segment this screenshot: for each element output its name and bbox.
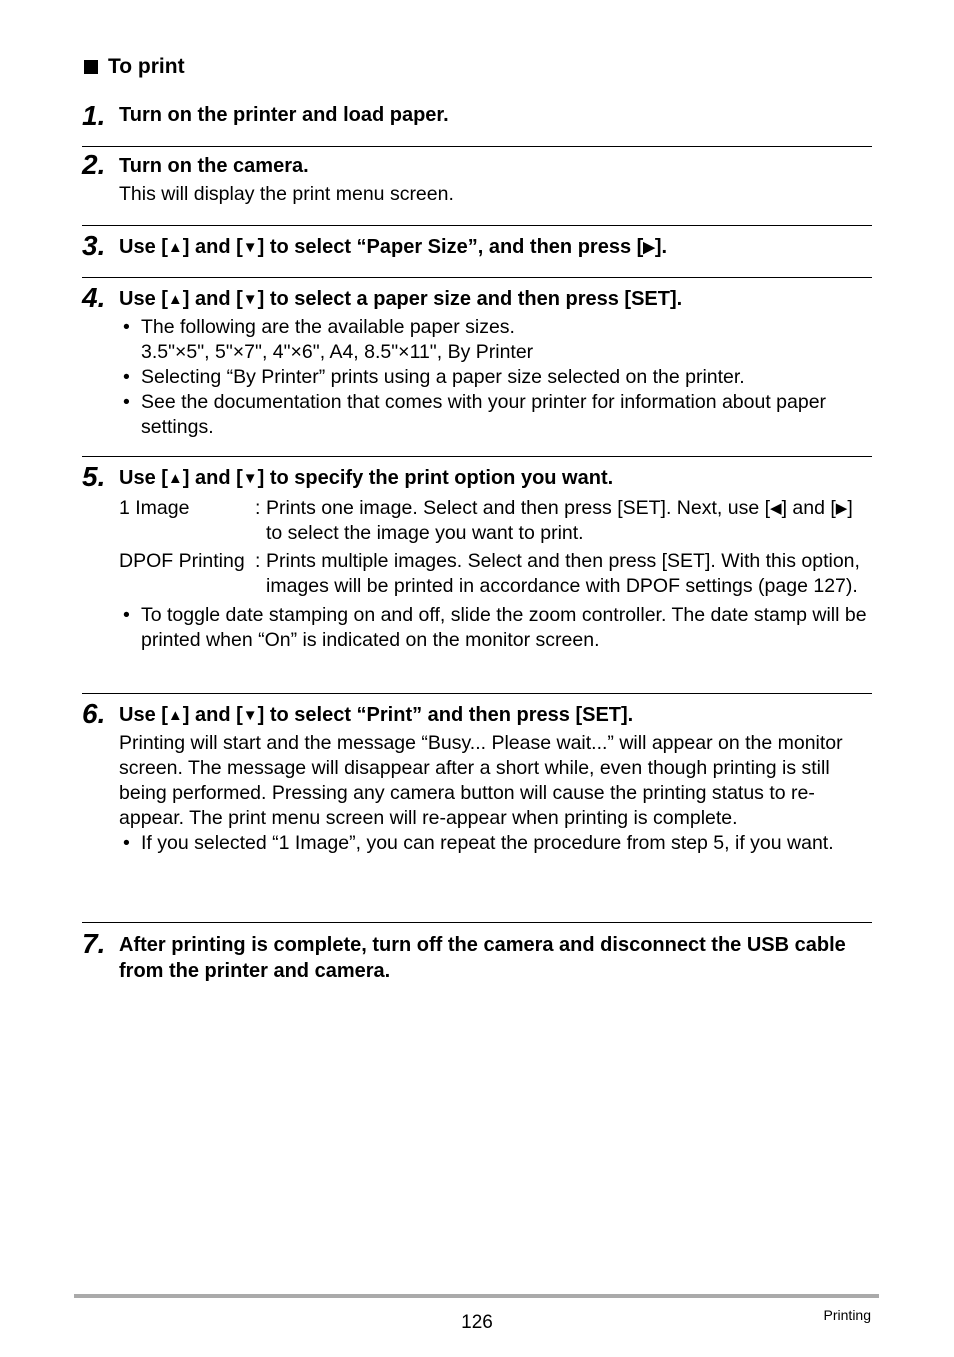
- bullet-item: • Selecting “By Printer” prints using a paper size selected on the printer.: [123, 366, 745, 388]
- step-title: After printing is complete, turn off the camera and disconnect the USB cable from the printer and camera.: [119, 934, 846, 982]
- square-icon: [84, 60, 98, 74]
- step-3: [82, 225, 872, 261]
- step-5: [82, 456, 872, 653]
- step-number: 1.: [82, 100, 106, 131]
- down-arrow-icon: ▼: [242, 291, 258, 308]
- up-arrow-icon: ▲: [167, 470, 183, 487]
- bullet-icon: •: [123, 391, 130, 413]
- option-1-image: [119, 496, 872, 546]
- bullet-icon: •: [123, 604, 130, 626]
- section-name: Printing: [823, 1307, 871, 1323]
- page-number: 126: [461, 1312, 493, 1333]
- option-term: 1 Image: [119, 497, 190, 519]
- section-heading: To print: [84, 53, 185, 81]
- step-number: 4.: [82, 282, 106, 313]
- bullet-icon: •: [123, 366, 130, 388]
- bullet-item: • If you selected “1 Image”, you can repeat the procedure from step 5, if you want.: [123, 832, 834, 854]
- step-4: [82, 277, 872, 440]
- footer-rule: [74, 1294, 879, 1298]
- down-arrow-icon: ▼: [242, 470, 258, 487]
- bullet-icon: •: [123, 832, 130, 854]
- left-arrow-icon: ◀: [770, 500, 782, 517]
- bullet-item: • The following are the available paper sizes. 3.5"×5", 5"×7", 4"×6", A4, 8.5"×11", By Printer: [123, 316, 534, 363]
- up-arrow-icon: ▲: [167, 707, 183, 724]
- step-number: 5.: [82, 461, 106, 492]
- down-arrow-icon: ▼: [242, 707, 258, 724]
- step-title: Use [▲] and [▼] to specify the print option you want.: [119, 465, 872, 492]
- bullet-item: • See the documentation that comes with your printer for information about paper settings.: [123, 391, 827, 438]
- step-number: 2.: [82, 149, 106, 180]
- option-term: DPOF Printing: [119, 550, 245, 572]
- down-arrow-icon: ▼: [242, 239, 258, 256]
- step-number: 6.: [82, 698, 106, 729]
- bullet-icon: •: [123, 316, 130, 338]
- step-1: [82, 100, 872, 131]
- step-title: Use [▲] and [▼] to select “Print” and then press [SET].: [119, 702, 872, 729]
- option-dpof-printing: [119, 549, 872, 599]
- step-number: 3.: [82, 230, 106, 261]
- up-arrow-icon: ▲: [167, 291, 183, 308]
- option-desc: Prints one image. Select and then press [SET]. Next, use [◀] and [▶] to select the image you want to print.: [266, 497, 853, 544]
- option-colon: :: [255, 550, 261, 572]
- step-title: Use [▲] and [▼] to select “Paper Size”, and then press [▶].: [119, 234, 872, 261]
- step-2: [82, 146, 872, 207]
- step-body: Printing will start and the message “Busy... Please wait...” will appear on the monitor screen. The message will disappear after a short while, even though printing is still being performed. Pressing any camera button will cause the printing status to re-appear. The print menu screen will re-appear when printing is complete.: [119, 732, 843, 829]
- step-title: Use [▲] and [▼] to select a paper size and then press [SET].: [119, 286, 872, 313]
- option-colon: :: [255, 497, 261, 519]
- step-body: This will display the print menu screen.: [119, 183, 454, 205]
- up-arrow-icon: ▲: [167, 239, 183, 256]
- step-number: 7.: [82, 928, 106, 959]
- option-desc: Prints multiple images. Select and then press [SET]. With this option, images will be printed in accordance with DPOF settings (page 127).: [266, 550, 860, 597]
- right-arrow-icon: ▶: [643, 239, 655, 256]
- right-arrow-icon: ▶: [835, 500, 848, 517]
- step-title: Turn on the printer and load paper.: [119, 104, 449, 126]
- step-title: Turn on the camera.: [119, 155, 309, 177]
- bullet-item: • To toggle date stamping on and off, slide the zoom controller. The date stamp will be printed when “On” is indicated on the monitor screen.: [123, 604, 867, 651]
- step-7: [82, 922, 872, 984]
- step-6: [82, 693, 872, 856]
